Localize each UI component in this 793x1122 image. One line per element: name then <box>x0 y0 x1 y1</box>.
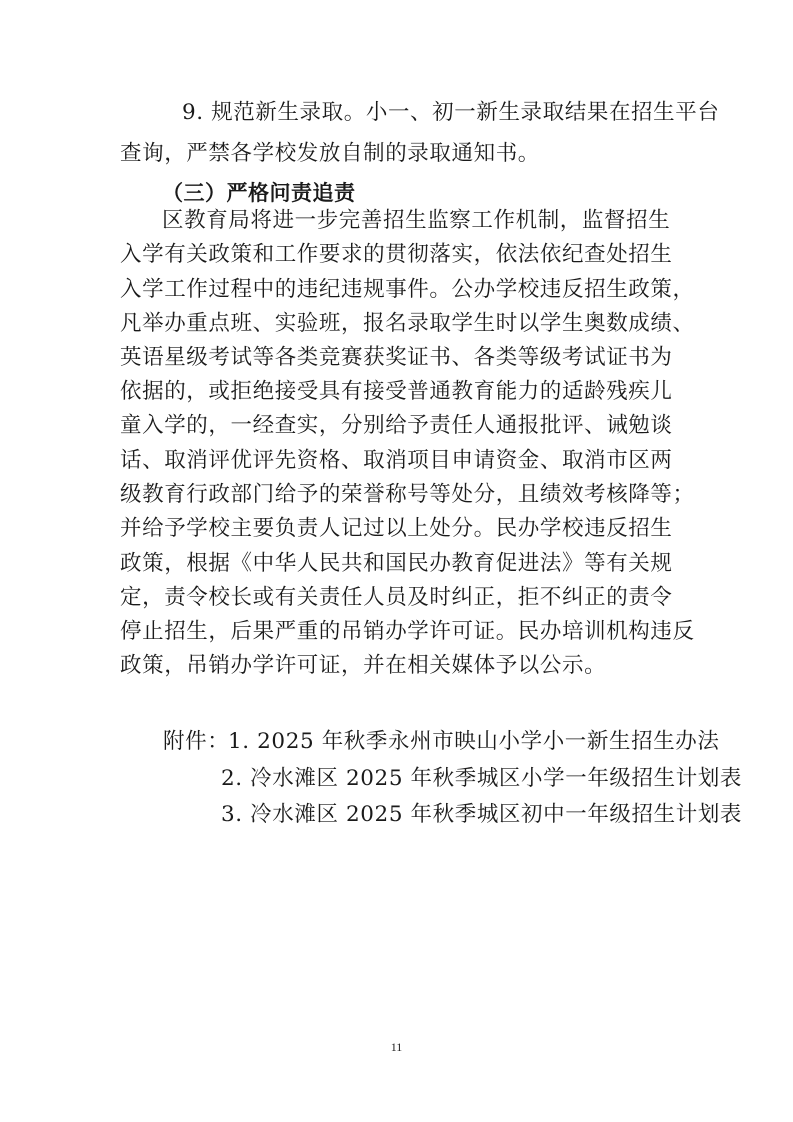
section-3-line-5: 英语星级考试等各类竞赛获奖证书、各类等级考试证书为 <box>120 345 673 370</box>
section-3-line-10: 并给予学校主要负责人记过以上处分。民办学校违反招生 <box>120 516 673 541</box>
section-3-line-2: 入学有关政策和工作要求的贯彻落实，依法依纪查处招生 <box>120 242 673 267</box>
section-3-line-3: 入学工作过程中的违纪违规事件。公办学校违反招生政策， <box>120 277 695 302</box>
attachments-label: 附件： <box>163 729 230 754</box>
section-3-line-4: 凡举办重点班、实验班，报名录取学生时以学生奥数成绩、 <box>120 311 695 336</box>
section-3-line-1: 区教育局将进一步完善招生监察工作机制，监督招生 <box>162 208 671 233</box>
section-3-line-13: 停止招生，后果严重的吊销办学许可证。民办培训机构违反 <box>120 619 695 644</box>
attachment-1: 1. 2025 年秋季永州市映山小学小一新生招生办法 <box>228 729 720 754</box>
section-3-line-8: 话、取消评优评先资格、取消项目申请资金、取消市区两 <box>120 448 673 473</box>
section-3-line-12: 定，责令校长或有关责任人员及时纠正，拒不纠正的责令 <box>120 585 673 610</box>
section-3-line-9: 级教育行政部门给予的荣誉称号等处分，且绩效考核降等； <box>120 482 695 507</box>
attachment-3: 3. 冷水滩区 2025 年秋季城区初中一年级招生计划表 <box>221 802 743 827</box>
item-9-line-1: 9. 规范新生录取。小一、初一新生录取结果在招生平台 <box>182 100 720 125</box>
section-3-heading: （三）严格问责追责 <box>162 181 356 205</box>
item-9-line-2: 查询，严禁各学校发放自制的录取通知书。 <box>120 141 540 166</box>
section-3-line-11: 政策，根据《中华人民共和国民办教育促进法》等有关规 <box>120 551 673 576</box>
page-number: 11 <box>390 1040 403 1054</box>
section-3-line-6: 依据的，或拒绝接受具有接受普通教育能力的适龄残疾儿 <box>120 379 673 404</box>
attachment-2: 2. 冷水滩区 2025 年秋季城区小学一年级招生计划表 <box>221 766 743 791</box>
section-3-line-14: 政策，吊销办学许可证，并在相关媒体予以公示。 <box>120 653 607 678</box>
section-3-line-7: 童入学的，一经查实，分别给予责任人通报批评、诫勉谈 <box>120 413 673 438</box>
